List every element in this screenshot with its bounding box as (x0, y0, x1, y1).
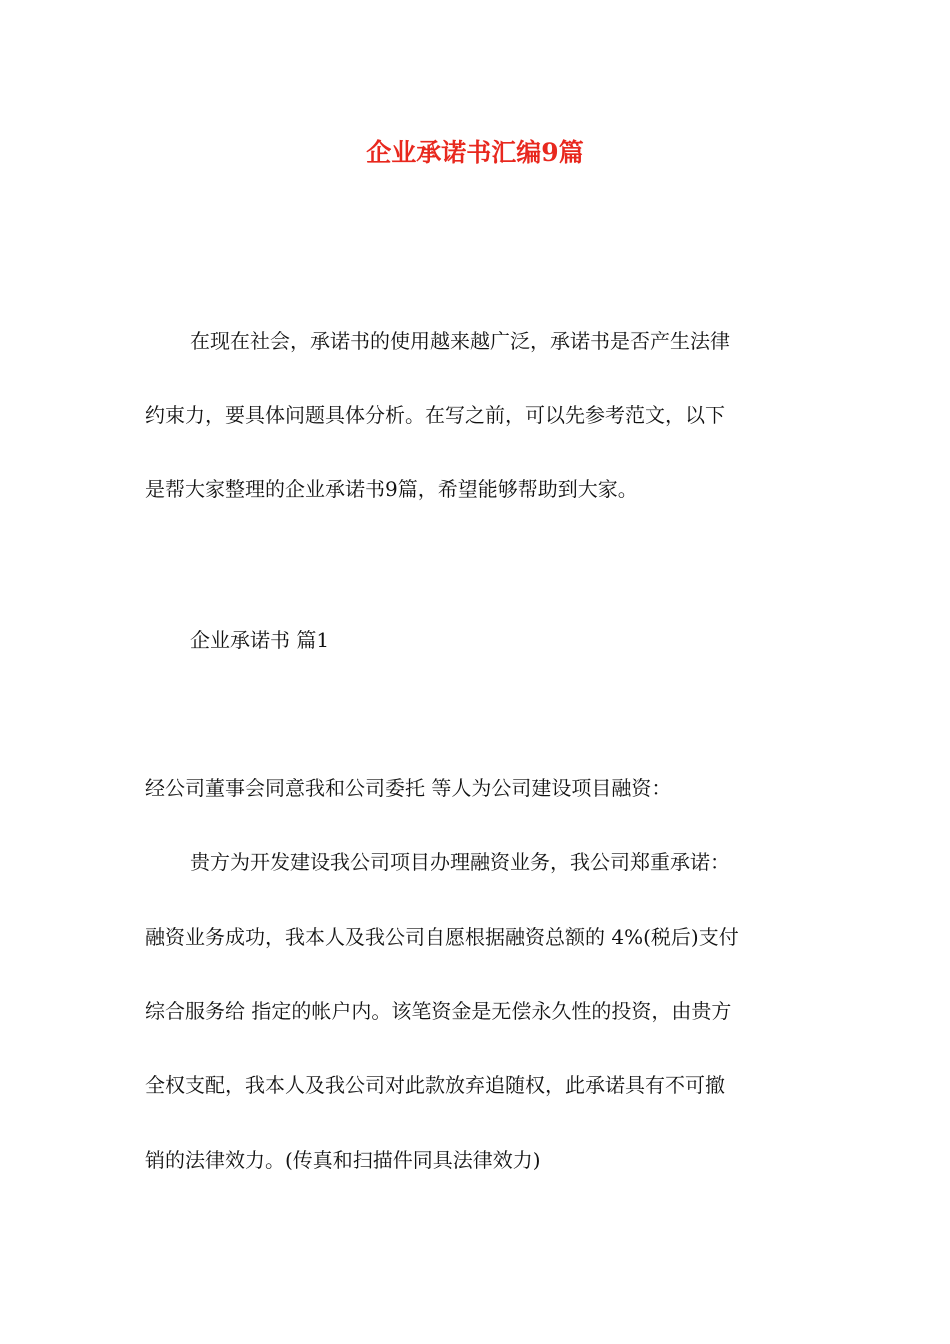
body-line-1: 经公司董事会同意我和公司委托 等人为公司建设项目融资： (145, 776, 672, 800)
intro-line-2: 约束力，要具体问题具体分析。在写之前，可以先参考范文，以下 (145, 403, 725, 427)
document-title: 企业承诺书汇编9篇 (366, 138, 584, 167)
intro-line-1: 在现在社会，承诺书的使用越来越广泛，承诺书是否产生法律 (190, 329, 730, 353)
body-line-5: 全权支配，我本人及我公司对此款放弃追随权，此承诺具有不可撤 (145, 1073, 725, 1097)
body-line-2: 贵方为开发建设我公司项目办理融资业务，我公司郑重承诺： (190, 850, 730, 874)
section-heading: 企业承诺书 篇1 (190, 628, 330, 652)
body-line-3: 融资业务成功，我本人及我公司自愿根据融资总额的 4%(税后)支付 (145, 925, 739, 949)
body-line-4: 综合服务给 指定的帐户内。该笔资金是无偿永久性的投资，由贵方 (145, 999, 732, 1023)
body-line-6: 销的法律效力。(传真和扫描件同具法律效力) (145, 1148, 541, 1172)
intro-line-3: 是帮大家整理的企业承诺书9篇，希望能够帮助到大家。 (145, 477, 638, 501)
